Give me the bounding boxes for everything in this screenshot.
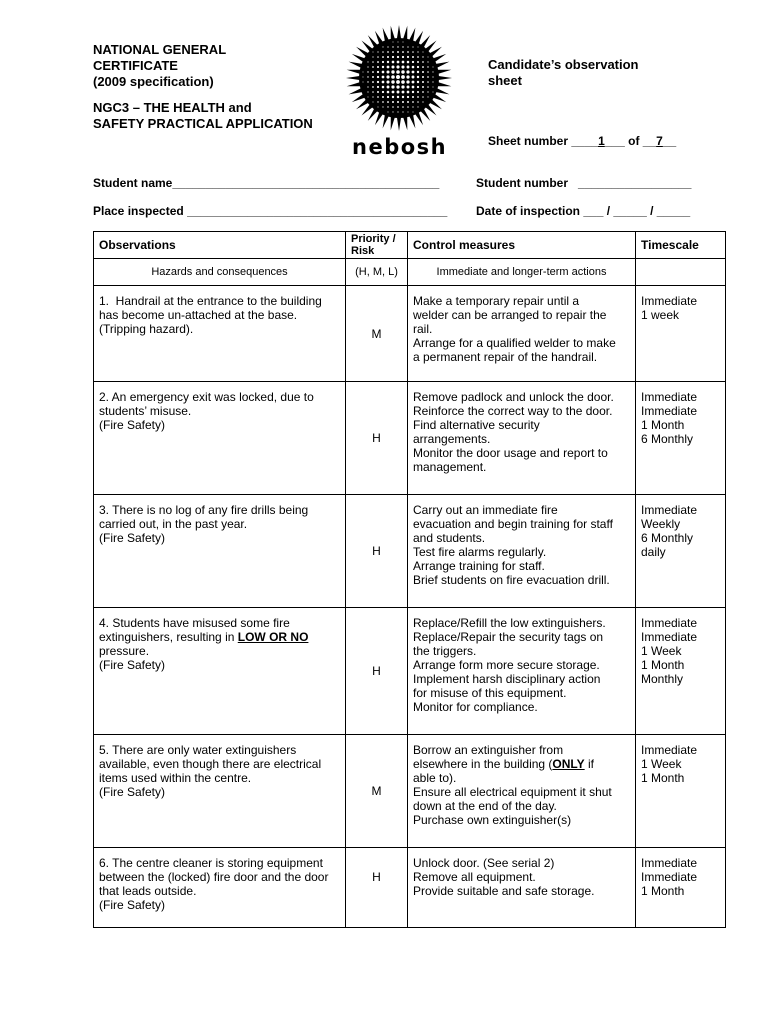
text-line: Monitor for compliance. — [413, 700, 538, 714]
text-line: Reinforce the correct way to the door. — [413, 404, 613, 418]
sheet-number-pre: ____ — [571, 134, 599, 148]
text-line: able to). — [413, 771, 457, 785]
timescale-cell — [636, 848, 726, 928]
control-cell — [408, 608, 636, 735]
sheet-title-line: Candidate’s observation — [488, 57, 639, 72]
text-line: (Fire Safety) — [99, 898, 166, 912]
text-line: students’ misuse. — [99, 404, 192, 418]
text-line: Remove padlock and unlock the door. — [413, 390, 614, 404]
observation-cell — [94, 286, 346, 382]
text-line: 1 Week — [641, 757, 682, 771]
text-line: 6 Monthly — [641, 531, 694, 545]
text-line: daily — [641, 545, 666, 559]
table-row — [94, 608, 726, 735]
title-line: (2009 specification) — [93, 74, 214, 89]
observations-subheader: Hazards and consequences — [94, 259, 346, 286]
text-line: has become un-attached at the base. — [99, 308, 298, 322]
text-line: Borrow an extinguisher from — [413, 743, 564, 757]
timescale-cell — [636, 735, 726, 848]
sheet-total-pre: __ — [642, 134, 657, 148]
text-line: Arrange form more secure storage. — [413, 658, 600, 672]
text-line: rail. — [413, 322, 433, 336]
control-cell — [408, 495, 636, 608]
emphasis-text: LOW OR NO — [237, 630, 309, 644]
text-line: 1. Handrail at the entrance to the building — [99, 294, 322, 308]
text-line: (Tripping hazard). — [99, 322, 194, 336]
text-line: 4. Students have misused some fire — [99, 616, 290, 630]
text-fragment: if — [584, 757, 594, 771]
sheet-total-post: __ — [662, 134, 677, 148]
text-fragment: elsewhere in the building ( — [413, 757, 553, 771]
text-line: Immediate — [641, 630, 698, 644]
table-row — [94, 495, 726, 608]
text-line: Arrange training for staff. — [413, 559, 545, 573]
unit-line: SAFETY PRACTICAL APPLICATION — [93, 116, 313, 131]
control-subheader: Immediate and longer-term actions — [408, 259, 636, 286]
observation-cell — [94, 495, 346, 608]
timescale-cell — [636, 608, 726, 735]
timescale-cell — [636, 286, 726, 382]
nebosh-sphere-icon — [338, 22, 460, 134]
priority-subheader: (H, M, L) — [346, 259, 408, 286]
priority-cell: M — [346, 286, 408, 382]
text-line: Implement harsh disciplinary action — [413, 672, 601, 686]
text-line: Immediate — [641, 870, 698, 884]
text-line: Ensure all electrical equipment it shut — [413, 785, 612, 799]
text-line: Monitor the door usage and report to — [413, 446, 608, 460]
text-line: 1 Month — [641, 771, 685, 785]
text-line: Replace/Refill the low extinguishers. — [413, 616, 606, 630]
sheet-number — [488, 134, 676, 148]
student-name-line: ________________________________________ — [172, 176, 440, 190]
text-line: 6 Monthly — [641, 432, 694, 446]
sheet-number-label: Sheet number — [488, 134, 569, 148]
priority-header: Priority / Risk — [346, 232, 408, 259]
text-line: and students. — [413, 531, 486, 545]
timescale-subheader — [636, 259, 726, 286]
text-line: Remove all equipment. — [413, 870, 536, 884]
title-line: NATIONAL GENERAL — [93, 42, 227, 57]
text-line: welder can be arranged to repair the — [413, 308, 607, 322]
timescale-cell — [636, 382, 726, 495]
student-name-label: Student name — [93, 176, 173, 190]
nebosh-logo — [338, 22, 460, 162]
text-line: pressure. — [99, 644, 150, 658]
date-inspection-line: ___ / _____ / _____ — [583, 204, 691, 218]
observation-table — [93, 231, 726, 928]
text-line: carried out, in the past year. — [99, 517, 248, 531]
text-line: Make a temporary repair until a — [413, 294, 580, 308]
timescale-header: Timescale — [636, 232, 726, 259]
text-line: Immediate — [641, 503, 698, 517]
text-line: 1 Month — [641, 418, 685, 432]
text-line: Find alternative security — [413, 418, 540, 432]
place-inspected-label: Place inspected — [93, 204, 184, 218]
text-line: Test fire alarms regularly. — [413, 545, 547, 559]
control-cell — [408, 848, 636, 928]
text-line: 6. The centre cleaner is storing equipment — [99, 856, 323, 870]
text-line: Immediate — [641, 616, 698, 630]
header-row — [94, 232, 726, 259]
observation-cell — [94, 848, 346, 928]
student-number-label: Student number — [476, 176, 568, 190]
priority-cell: M — [346, 735, 408, 848]
text-line: Arrange for a qualified welder to make — [413, 336, 616, 350]
text-line: Monthly — [641, 672, 684, 686]
text-line: for misuse of this equipment. — [413, 686, 567, 700]
text-line: evacuation and begin training for staff — [413, 517, 613, 531]
text-line: (Fire Safety) — [99, 658, 166, 672]
text-line: 1 Month — [641, 884, 685, 898]
text-line: Immediate — [641, 404, 698, 418]
observation-cell — [94, 735, 346, 848]
observation-cell — [94, 608, 346, 735]
observation-cell — [94, 382, 346, 495]
text-line: that leads outside. — [99, 884, 197, 898]
text-line: Immediate — [641, 390, 698, 404]
text-line: Carry out an immediate fire — [413, 503, 558, 517]
control-header: Control measures — [408, 232, 636, 259]
priority-cell: H — [346, 848, 408, 928]
control-cell — [408, 735, 636, 848]
subheader-row — [94, 259, 726, 286]
text-line: a permanent repair of the handrail. — [413, 350, 598, 364]
text-line: down at the end of the day. — [413, 799, 557, 813]
text-line: Replace/Repair the security tags on — [413, 630, 604, 644]
text-line: 1 Month — [641, 658, 685, 672]
table-row — [94, 286, 726, 382]
emphasis-text: ONLY — [552, 757, 585, 771]
date-inspection-label: Date of inspection — [476, 204, 581, 218]
control-cell — [408, 286, 636, 382]
text-line: 2. An emergency exit was locked, due to — [99, 390, 314, 404]
text-line — [99, 630, 340, 644]
student-number-line: _________________ — [578, 176, 692, 190]
text-line: items used within the centre. — [99, 771, 252, 785]
text-fragment: extinguishers, resulting in — [99, 630, 238, 644]
text-line — [413, 757, 630, 771]
text-line: management. — [413, 460, 487, 474]
priority-cell: H — [346, 382, 408, 495]
of-label: of — [628, 134, 640, 148]
text-line: Immediate — [641, 294, 698, 308]
title-line: CERTIFICATE — [93, 58, 178, 73]
text-line: (Fire Safety) — [99, 531, 166, 545]
unit-line: NGC3 – THE HEALTH and — [93, 100, 252, 115]
text-line: Unlock door. (See serial 2) — [413, 856, 555, 870]
priority-cell: H — [346, 608, 408, 735]
sheet-number-value: 1 — [598, 134, 605, 148]
certificate-title-block — [93, 42, 313, 132]
sheet-total-value: 7 — [656, 134, 663, 148]
text-line: Immediate — [641, 856, 698, 870]
text-line: (Fire Safety) — [99, 418, 166, 432]
text-line: Provide suitable and safe storage. — [413, 884, 595, 898]
place-inspected-field[interactable] — [93, 204, 447, 218]
text-line: the triggers. — [413, 644, 477, 658]
place-inspected-line: _______________________________________ — [187, 204, 448, 218]
logo-wordmark: nebosh — [352, 135, 448, 159]
text-line: between the (locked) fire door and the door — [99, 870, 329, 884]
text-line: (Fire Safety) — [99, 785, 166, 799]
text-line: available, even though there are electrical — [99, 757, 322, 771]
sheet-title — [488, 57, 639, 89]
sheet-number-post: ___ — [604, 134, 625, 148]
table-row — [94, 735, 726, 848]
text-line: 1 week — [641, 308, 680, 322]
date-inspection-field[interactable] — [476, 204, 690, 218]
text-line: Brief students on fire evacuation drill. — [413, 573, 610, 587]
student-number-field[interactable] — [476, 176, 691, 190]
priority-cell: H — [346, 495, 408, 608]
text-line: 5. There are only water extinguishers — [99, 743, 297, 757]
text-line: 3. There is no log of any fire drills being — [99, 503, 309, 517]
text-line: 1 Week — [641, 644, 682, 658]
text-line: Weekly — [641, 517, 681, 531]
timescale-cell — [636, 495, 726, 608]
control-cell — [408, 382, 636, 495]
table-row — [94, 848, 726, 928]
text-line: Purchase own extinguisher(s) — [413, 813, 572, 827]
table-row — [94, 382, 726, 495]
text-line: Immediate — [641, 743, 698, 757]
text-line: arrangements. — [413, 432, 491, 446]
student-name-field[interactable] — [93, 176, 439, 190]
observations-header: Observations — [94, 232, 346, 259]
sheet-title-line: sheet — [488, 73, 522, 88]
